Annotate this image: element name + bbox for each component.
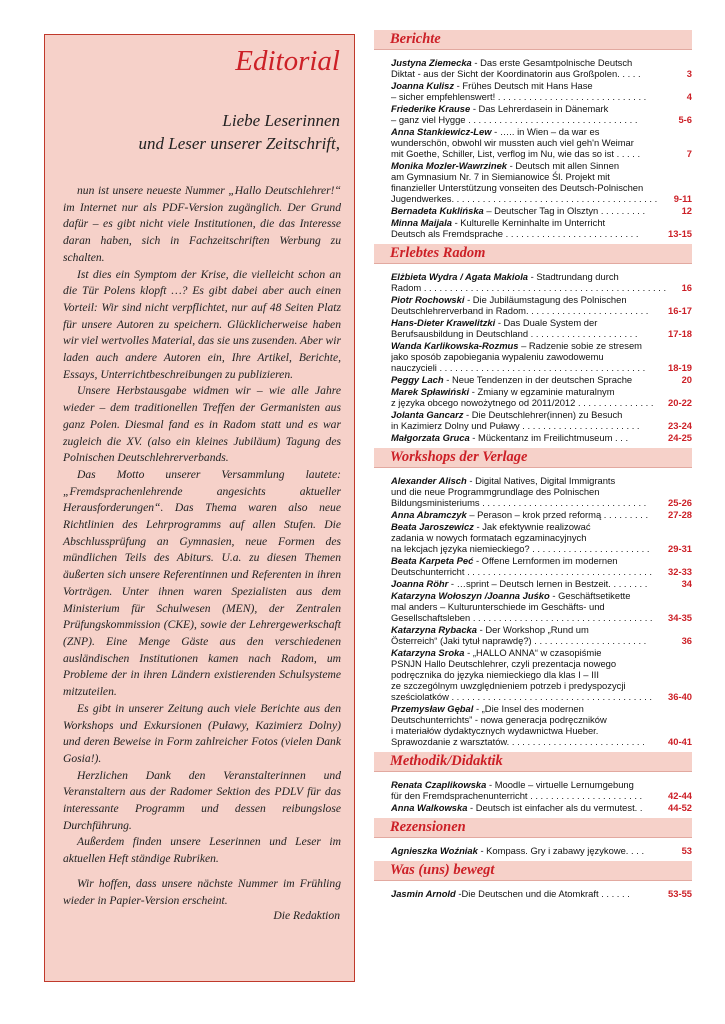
toc-entry-line — [391, 486, 665, 497]
toc-entry-text — [391, 521, 665, 554]
toc-entry-line — [391, 725, 665, 736]
toc-entry-line — [391, 566, 665, 577]
toc-entries — [374, 772, 692, 813]
toc-entry-text — [391, 624, 679, 646]
toc-entry-line — [391, 475, 665, 486]
toc-section-title: Rezensionen — [374, 818, 692, 838]
toc-entry-author: Wanda Karlikowska-Rozmus — [391, 340, 519, 351]
toc-entry[interactable] — [391, 521, 692, 554]
toc-section-title: Workshops der Verlage — [374, 448, 692, 468]
toc-entry-author: Jolanta Gancarz — [391, 409, 464, 420]
toc-section-title: Was (uns) bewegt — [374, 861, 692, 881]
toc-entry[interactable] — [391, 126, 692, 159]
toc-entry-author: Katarzyna Sroka — [391, 647, 465, 658]
toc-entry-author: Joanna Kulisz — [391, 80, 455, 91]
toc-entry-text — [391, 57, 684, 79]
editorial-body — [63, 183, 341, 909]
toc-entry[interactable] — [391, 779, 692, 801]
editorial-signature: Die Redaktion — [273, 909, 340, 922]
toc-entry-line — [391, 305, 665, 316]
toc-entry-text — [391, 888, 665, 899]
toc-entry-line — [391, 714, 665, 725]
toc-entry-author: Elżbieta Wydra / Agata Makiola — [391, 271, 529, 282]
toc-entry-author: Anna Abramczyk — [391, 509, 467, 520]
toc-entry-line-text: - „HALLO ANNA“ w czasopiśmie — [467, 647, 602, 658]
toc-page-number: 27-28 — [668, 509, 692, 520]
toc-page-number: 12 — [681, 205, 692, 216]
toc-entry-line-text: – Radzenie sobie ze stresem — [521, 340, 642, 351]
toc-entry-author: Agnieszka Woźniak — [391, 845, 478, 856]
toc-entry-author: Hans-Dieter Krawelitzki — [391, 317, 496, 328]
toc-entry-text — [391, 555, 665, 577]
toc-entry-line-text: zadania w nowych formatach egzaminacyjnych — [391, 532, 587, 543]
toc-entry-line — [391, 635, 679, 646]
toc-page-number: 16-17 — [668, 305, 692, 316]
toc-entry-line — [391, 294, 665, 305]
toc-entry-line-text: - Die Deutschlehrer(innen) zu Besuch — [466, 409, 623, 420]
toc-entry-line-text: - Frühes Deutsch mit Hans Hase — [456, 80, 593, 91]
toc-entry[interactable] — [391, 578, 692, 589]
toc-entries — [374, 50, 692, 239]
toc-entry-author: Marek Spławiński — [391, 386, 470, 397]
toc-entry-line-text: – Deutscher Tag in Olsztyn . . . . . . . . . — [486, 205, 646, 216]
toc-entry-line-text: Deutschlehrerverband in Radom. . . . . . . . . . . . . . . . . . . . . . . . — [391, 305, 649, 316]
toc-entry-author: Minna Maijala — [391, 217, 452, 228]
toc-entry-line-text: Gesellschaftsleben . . . . . . . . . . . . . . . . . . . . . . . . . . . . . . . . . . . — [391, 612, 653, 623]
editorial-title: Editorial — [235, 45, 340, 77]
toc-page-number: 53-55 — [668, 888, 692, 899]
toc-page-number: 5-6 — [678, 114, 692, 125]
toc-entry-line-text: z języka obcego nowożytnego od 2011/2012 . . . . . . . . . . . . . . . — [391, 397, 654, 408]
toc-entry-text — [391, 509, 665, 520]
toc-entry-line — [391, 68, 684, 79]
toc-entry-author: Katarzyna Wołoszyn /Joanna Juśko — [391, 590, 550, 601]
toc-entry[interactable] — [391, 409, 692, 431]
toc-entry-line — [391, 271, 679, 282]
toc-entry[interactable] — [391, 103, 692, 125]
toc-entry-line — [391, 497, 665, 508]
toc-entry-line — [391, 736, 665, 747]
toc-entries — [374, 468, 692, 747]
toc-entry-line-text: Radom . . . . . . . . . . . . . . . . . . . . . . . . . . . . . . . . . . . . . . . . . . . . . . . — [391, 282, 667, 293]
toc-entry-line-text: und die neue Programmgrundlage des Polnischen — [391, 486, 600, 497]
toc-entry-line — [391, 578, 679, 589]
toc-entry-line — [391, 374, 679, 385]
toc-entry-line-text: - …sprint – Deutsch lernen in Bestzeit. . . . . . . . — [450, 578, 648, 589]
toc-entry-line-text: - Kulturelle Kerninhalte im Unterricht — [454, 217, 606, 228]
toc-entry-line-text: jako sposób zapobiegania wypaleniu zawodowemu — [391, 351, 604, 362]
toc-entry-line — [391, 282, 679, 293]
toc-entry-line — [391, 555, 665, 566]
toc-entry-author: Renata Czaplikowska — [391, 779, 487, 790]
toc-entry-text — [391, 340, 665, 373]
toc-entry-line-text: – Perason – krok przed reformą . . . . . . . . . — [469, 509, 649, 520]
toc-entry-line — [391, 317, 665, 328]
toc-entry-line-text: mal anders – Kulturunterschiede im Geschäfts- und — [391, 601, 605, 612]
toc-entry-author: Justyna Ziemecka — [391, 57, 472, 68]
toc-page-number: 29-31 — [668, 543, 692, 554]
toc-entry-line-text: - Offene Lernformen im modernen — [475, 555, 618, 566]
toc-section-title: Methodik/Didaktik — [374, 752, 692, 772]
toc-entry[interactable] — [391, 590, 692, 623]
toc-entry-line — [391, 80, 684, 91]
toc-entry-line-text: - Kompass. Gry i zabawy językowe. . . . — [480, 845, 645, 856]
toc-entry-line-text: Berufsausbildung in Deutschland . . . . . . . . . . . . . . . . . . . . . — [391, 328, 638, 339]
toc-page-number: 40-41 — [668, 736, 692, 747]
toc-page-number: 42-44 — [668, 790, 692, 801]
toc-entry-text — [391, 475, 665, 508]
toc-entry-line — [391, 624, 679, 635]
toc-entry-line-text: Deutschunterricht . . . . . . . . . . . . . . . . . . . . . . . . . . . . . . . . . . . . — [391, 566, 653, 577]
toc-entry-line-text: Sprawozdanie z warsztatów. . . . . . . . . . . . . . . . . . . . . . . . . . . — [391, 736, 645, 747]
toc-entry[interactable] — [391, 386, 692, 408]
toc-page-number: 3 — [686, 68, 692, 79]
toc-entry[interactable] — [391, 205, 692, 216]
toc-entry-line-text: sześciolatków . . . . . . . . . . . . . . . . . . . . . . . . . . . . . . . . . . . . . . . — [391, 691, 652, 702]
toc-entry-text — [391, 432, 665, 443]
toc-entry-line-text: – ganz viel Hygge . . . . . . . . . . . . . . . . . . . . . . . . . . . . . . . . . — [391, 114, 638, 125]
toc-entry-line — [391, 103, 675, 114]
toc-entry[interactable] — [391, 888, 692, 899]
editorial-paragraph: Es gibt in unserer Zeitung auch viele Berichte aus den Workshops und Exkursionen (Puławy, Kazimierz Dolny) und deren Beweise in Form zahlreicher Fotos (vielen Dank Gosia!). — [63, 701, 341, 765]
toc-entry-line — [391, 91, 684, 102]
toc-entry-author: Anna Walkowska — [391, 802, 468, 813]
toc-section — [374, 752, 692, 813]
toc-entry-line — [391, 148, 684, 159]
toc-entry-author: Friederike Krause — [391, 103, 471, 114]
editorial-paragraph: Das Motto unserer Versammlung lautete: „Fremdsprachenlehrende angesichts aktueller Herausforderungen“. Das Thema waren also neue Richtlinien des Lehrprogramms auf allen Stufen. Die Abschlussprüfung an Gymnasien, neue Formen des mündlichen Teils des Abiturs. U.a. zu diesen Themen äußerten sich unsere Referentinnen und Referenten in ihren Vorträgen. Unter ihnen waren Spezialisten aus dem Ministerium für Schulwesen (MEN), der Zentralen Prüfungskommission (CKE), sowie der Lehrergewerkschaft (ZNP). Eine Menge Gäste aus den verschiedenen ausländischen Institutionen kamen nach Radom, um Probleme der in ihren Ländern existierenden Schulsysteme mitzuteilen. — [63, 467, 341, 699]
toc-section — [374, 861, 692, 899]
toc-entry-line-text: Diktat - aus der Sicht der Koordinatorin aus Großpolen. . . . . — [391, 68, 641, 79]
toc-entry-line-text: am Gymnasium Nr. 7 in Siemianowice Śl. Projekt mit — [391, 171, 610, 182]
toc-entry[interactable] — [391, 432, 692, 443]
toc-entry-line — [391, 612, 665, 623]
toc-entry-line — [391, 340, 665, 351]
toc-entry-text — [391, 205, 679, 216]
toc-entry-line-text: Jugendwerkes. . . . . . . . . . . . . . . . . . . . . . . . . . . . . . . . . . . . . . . . — [391, 193, 658, 204]
toc-entry[interactable] — [391, 317, 692, 339]
greeting-line-2: und Leser unserer Zeitschrift, — [138, 134, 340, 153]
toc-entry[interactable] — [391, 294, 692, 316]
toc-entry-line — [391, 362, 665, 373]
toc-entry-line-text: nauczycieli . . . . . . . . . . . . . . . . . . . . . . . . . . . . . . . . . . . . . . . . — [391, 362, 646, 373]
toc-entry-line-text: - „Die Insel des modernen — [475, 703, 584, 714]
toc-entry-text — [391, 160, 671, 204]
toc-entry-line-text: -Die Deutschen und die Atomkraft . . . . . . — [458, 888, 630, 899]
toc-entry-author: Jasmin Arnold — [391, 888, 456, 899]
toc-page-number: 24-25 — [668, 432, 692, 443]
table-of-contents — [374, 30, 692, 904]
toc-entry-line-text: - Das erste Gesamtpolnische Deutsch — [474, 57, 633, 68]
toc-entry-line — [391, 217, 665, 228]
toc-entry-line-text: i materiałów dydaktycznych wydawnictwa Hueber. — [391, 725, 599, 736]
toc-page-number: 34-35 — [668, 612, 692, 623]
toc-page-number: 32-33 — [668, 566, 692, 577]
toc-entry[interactable] — [391, 509, 692, 520]
toc-entry-author: Beata Jaroszewicz — [391, 521, 474, 532]
toc-entry-line-text: - Zmiany w egzaminie maturalnym — [471, 386, 615, 397]
toc-entries — [374, 264, 692, 443]
toc-page-number: 16 — [681, 282, 692, 293]
toc-entry-line — [391, 114, 675, 125]
toc-page-number: 20 — [681, 374, 692, 385]
toc-entry-line-text: ze szczególnym uwzględnieniem potrzeb i predyspozycji — [391, 680, 626, 691]
toc-entry-line-text: - Das Lehrerdasein in Dänemark — [472, 103, 609, 114]
toc-section — [374, 448, 692, 747]
toc-entry-line-text: Österreich“ (Jaki tytuł naprawdę?) . . . . . . . . . . . . . . . . . . . . . . — [391, 635, 647, 646]
toc-section — [374, 818, 692, 856]
toc-page-number: 36 — [681, 635, 692, 646]
toc-entries — [374, 881, 692, 899]
toc-entry-line — [391, 420, 665, 431]
editorial-box — [44, 34, 355, 982]
editorial-greeting — [139, 109, 340, 155]
toc-entry-line — [391, 888, 665, 899]
toc-entry-line — [391, 680, 665, 691]
toc-entry-text — [391, 126, 684, 159]
toc-page-number: 13-15 — [668, 228, 692, 239]
toc-entry-author: Anna Stankiewicz-Lew — [391, 126, 492, 137]
editorial-paragraph: nun ist unsere neueste Nummer „Hallo Deutschlehrer!“ im Internet nur als PDF-Version zugänglich. Der Grund dafür – es gibt nicht viele Institutionen, die das Interesse daran haben, sich in Fachzeitschriften Werbung zu schalten. — [63, 184, 341, 264]
editorial-paragraph: Ist dies ein Symptom der Krise, die vielleicht schon an die Tür Polens klopft …? Es gibt dabei aber auch einen Vorteil: Wir sind nicht verpflichtet, nur auf 48 Seiten Platz für unsere Autoren zu speichern. Glücklicherweise haben wir viel wertvolles Material, das sie uns zusenden. Aber wir laden auch andere Autoren ein, Ihre Artikel, Berichte, Essays, Unterrichtbeschreibungen zu publizieren. — [63, 267, 341, 381]
toc-entry-line — [391, 137, 684, 148]
toc-entry-author: Peggy Lach — [391, 374, 444, 385]
toc-entry-line-text: – sicher empfehlenswert! . . . . . . . . . . . . . . . . . . . . . . . . . . . . . — [391, 91, 647, 102]
toc-entry-line-text: - Deutsch mit allen Sinnen — [509, 160, 620, 171]
toc-section-title: Berichte — [374, 30, 692, 50]
toc-entry-line — [391, 532, 665, 543]
toc-entry-author: Przemysław Gębal — [391, 703, 474, 714]
toc-entry-text — [391, 409, 665, 431]
toc-entry[interactable] — [391, 475, 692, 508]
toc-entry-text — [391, 80, 684, 102]
toc-entry-author: Alexander Alisch — [391, 475, 467, 486]
toc-page-number: 9-11 — [673, 193, 692, 204]
toc-entry-line — [391, 509, 665, 520]
toc-entry-line-text: PSNJN Hallo Deutschlehrer, czyli prezentacja nowego — [391, 658, 617, 669]
toc-entry-line-text: - Deutsch ist einfacher als du vermutest. . — [470, 802, 643, 813]
toc-entry[interactable] — [391, 703, 692, 747]
toc-entry-line — [391, 790, 665, 801]
editorial-paragraph: Außerdem finden unsere Leserinnen und Leser im aktuellen Heft ständige Rubriken. — [63, 835, 341, 866]
toc-entry-line — [391, 409, 665, 420]
toc-section-title: Erlebtes Radom — [374, 244, 692, 264]
toc-entry-line-text: - Neue Tendenzen in der deutschen Sprache — [446, 374, 633, 385]
toc-entry-line-text: wunderschön, obwohl wir mussten auch viel geh'n Weimar — [391, 137, 634, 148]
toc-entry-text — [391, 647, 665, 702]
toc-entry-author: Bernadeta Kuklińska — [391, 205, 484, 216]
toc-page-number: 53 — [681, 845, 692, 856]
toc-entry-line-text: finanzieller Unterstützung vonseiten des Deutsch-Polnischen — [391, 182, 644, 193]
toc-entry-line — [391, 601, 665, 612]
toc-entry-text — [391, 590, 665, 623]
toc-entry-text — [391, 845, 679, 856]
toc-entry-line — [391, 328, 665, 339]
toc-entry[interactable] — [391, 271, 692, 293]
toc-entry[interactable] — [391, 802, 692, 813]
toc-entry-line-text: mit Goethe, Schiller, List, verflog im Nu, wie das so ist . . . . . — [391, 148, 641, 159]
toc-entry[interactable] — [391, 160, 692, 204]
toc-entry-text — [391, 103, 675, 125]
toc-section — [374, 30, 692, 239]
toc-entry-text — [391, 271, 679, 293]
toc-entry-line — [391, 397, 665, 408]
toc-page-number: 34 — [681, 578, 692, 589]
toc-entries — [374, 838, 692, 856]
greeting-line-1: Liebe Leserinnen — [222, 111, 340, 130]
toc-entry-line-text: - Digital Natives, Digital Immigrants — [469, 475, 616, 486]
toc-entry-line — [391, 779, 665, 790]
toc-entry-line-text: - Der Workshop „Rund um — [479, 624, 589, 635]
toc-entry-author: Joanna Röhr — [391, 578, 449, 589]
toc-page-number: 4 — [686, 91, 692, 102]
toc-entry-line — [391, 691, 665, 702]
toc-entry-line — [391, 658, 665, 669]
toc-entry-line — [391, 845, 679, 856]
toc-entry-line — [391, 351, 665, 362]
toc-entry-line — [391, 126, 684, 137]
toc-entry-line-text: Deutschunterrichts” - nowa generacja podręczników — [391, 714, 607, 725]
toc-entry-author: Beata Karpeta Peć — [391, 555, 474, 566]
toc-entry[interactable] — [391, 217, 692, 239]
toc-entry-line — [391, 590, 665, 601]
toc-entry-author: Piotr Rochowski — [391, 294, 465, 305]
toc-page-number: 23-24 — [668, 420, 692, 431]
editorial-paragraph: Unsere Herbstausgabe widmen wir – wie alle Jahre wieder – dem traditionellen Treffen der Germanisten aus ganz Polen. Diesmal fand es in Radom statt und es war zugleich die XV. (also ein kleines Jubiläum) Tagung des Polnischen Deutschlehrerverbands. — [63, 384, 341, 465]
toc-entry-author: Katarzyna Rybacka — [391, 624, 477, 635]
toc-entry-line-text: - ….. in Wien – da war es — [494, 126, 600, 137]
toc-entry-line-text: Deutsch als Fremdsprache . . . . . . . . . . . . . . . . . . . . . . . . . . — [391, 228, 639, 239]
toc-entry-author: Monika Mozler-Wawrzinek — [391, 160, 507, 171]
editorial-paragraph: Wir hoffen, dass unsere nächste Nummer im Frühling wieder in Papier-Version erscheint. — [63, 876, 341, 907]
toc-entry-line — [391, 160, 671, 171]
toc-entry-line-text: in Kazimierz Dolny und Puławy . . . . . . . . . . . . . . . . . . . . . . . — [391, 420, 640, 431]
toc-entry-line-text: - Das Duale System der — [497, 317, 598, 328]
toc-entry-line — [391, 205, 679, 216]
toc-entry-line — [391, 521, 665, 532]
toc-entry-text — [391, 294, 665, 316]
toc-entry-line — [391, 543, 665, 554]
toc-entry-author: Małgorzata Gruca — [391, 432, 470, 443]
toc-entry-line-text: - Geschäftsetikette — [552, 590, 631, 601]
toc-entry-text — [391, 779, 665, 801]
toc-entry-text — [391, 217, 665, 239]
toc-entry[interactable] — [391, 57, 692, 79]
toc-section — [374, 244, 692, 443]
toc-page-number: 17-18 — [668, 328, 692, 339]
toc-page-number: 20-22 — [668, 397, 692, 408]
toc-entry-line — [391, 386, 665, 397]
toc-entry-line — [391, 193, 671, 204]
toc-entry[interactable] — [391, 374, 692, 385]
toc-entry-line-text: für den Fremdsprachenunterricht . . . . . . . . . . . . . . . . . . . . . . — [391, 790, 643, 801]
toc-entry[interactable] — [391, 80, 692, 102]
toc-entry-line-text: - Die Jubiläumstagung des Polnischen — [467, 294, 627, 305]
toc-entry-line-text: podręcznika do języka niemieckiego dla klas I – III — [391, 669, 599, 680]
toc-entry[interactable] — [391, 647, 692, 702]
toc-entry-text — [391, 374, 679, 385]
toc-entry-text — [391, 317, 665, 339]
toc-entry-line-text: Bildungsministeriums . . . . . . . . . . . . . . . . . . . . . . . . . . . . . . . . — [391, 497, 647, 508]
toc-page-number: 18-19 — [668, 362, 692, 373]
toc-page-number: 36-40 — [668, 691, 692, 702]
toc-entry[interactable] — [391, 340, 692, 373]
toc-entry-line-text: - Mückentanz im Freilichtmuseum . . . — [472, 432, 629, 443]
toc-page-number: 7 — [686, 148, 692, 159]
toc-entry-line — [391, 228, 665, 239]
toc-entry-line — [391, 171, 671, 182]
toc-entry-line — [391, 647, 665, 658]
toc-page-number: 44-52 — [668, 802, 692, 813]
toc-entry-line-text: - Moodle – virtuelle Lernumgebung — [488, 779, 634, 790]
toc-entry-line-text: na lekcjach języka niemieckiego? . . . . . . . . . . . . . . . . . . . . . . . — [391, 543, 650, 554]
toc-entry-line-text: - Stadtrundang durch — [530, 271, 619, 282]
toc-entry-line — [391, 182, 671, 193]
toc-entry-line-text: - Jak efektywnie realizować — [476, 521, 591, 532]
toc-entry-line — [391, 802, 665, 813]
toc-entry-line — [391, 703, 665, 714]
toc-entry-text — [391, 802, 665, 813]
toc-page-number: 25-26 — [668, 497, 692, 508]
editorial-paragraph: Herzlichen Dank den Veranstalterinnen und Veranstaltern aus der Radomer Sektion des PDLV für das interessante Programm und dessen reibungslose Durchführung. — [63, 768, 341, 832]
toc-entry-line — [391, 57, 684, 68]
toc-entry-text — [391, 703, 665, 747]
toc-entry-line — [391, 669, 665, 680]
toc-entry-text — [391, 386, 665, 408]
toc-entry[interactable] — [391, 845, 692, 856]
toc-entry-line — [391, 432, 665, 443]
toc-entry-text — [391, 578, 679, 589]
toc-entry[interactable] — [391, 624, 692, 646]
toc-entry[interactable] — [391, 555, 692, 577]
